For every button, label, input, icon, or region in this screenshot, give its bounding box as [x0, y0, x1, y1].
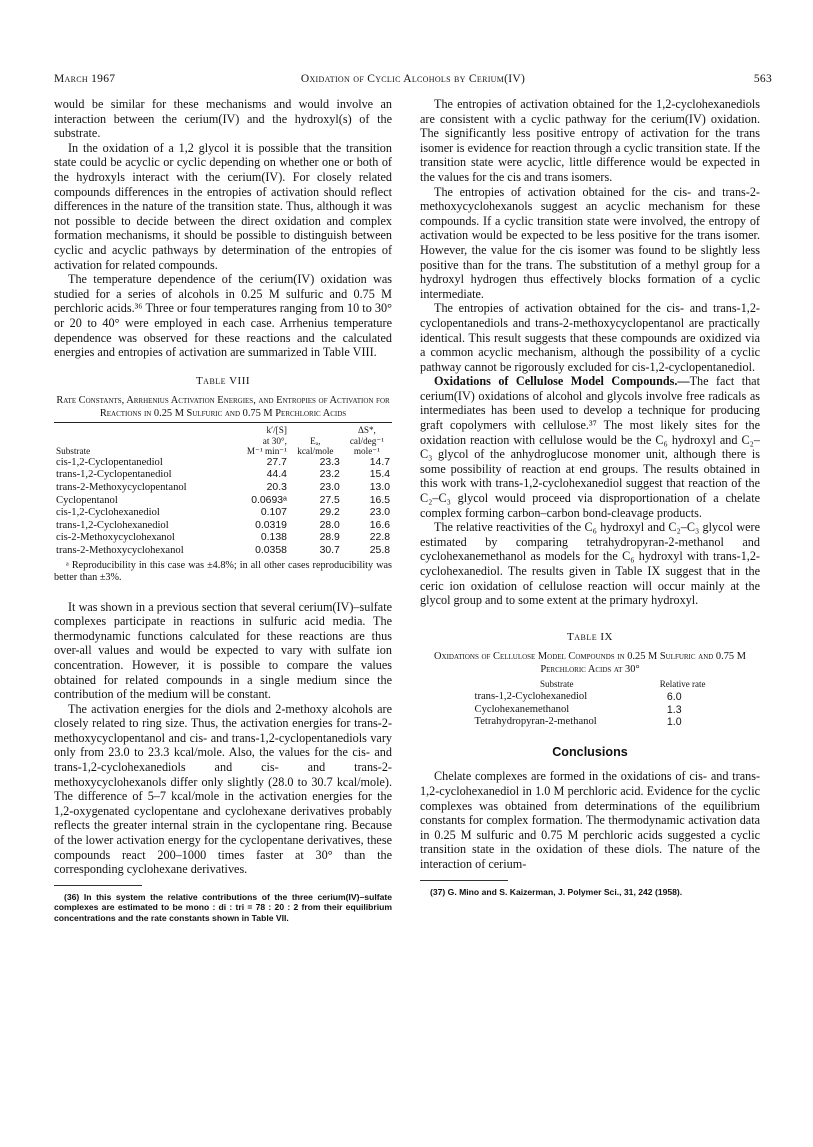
table-row: trans-2-Methoxycyclohexanol 0.0358 30.7 25.8 — [56, 544, 390, 556]
header-date: March 1967 — [54, 73, 116, 85]
table-row: cis-1,2-Cyclohexanediol 0.107 29.2 23.0 — [56, 507, 390, 519]
paragraph: It was shown in a previous section that several cerium(IV)–sulfate complexes participate in reactions in sulfuric acid media. The thermodynamic functions calculated for these reactions are thus over-all values and would be expected to vary with sulfate ion concentration. However, it is possible to compare the values obtained for related compounds in a single medium since the contribution of the medium will be constant. — [54, 599, 392, 702]
column-header: Relative rate — [659, 679, 706, 690]
table-footnote: ᵃ Reproducibility in this case was ±4.8%; in all other cases reproducibility was better than ±3%. — [54, 559, 392, 583]
paragraph: Chelate complexes are formed in the oxidations of cis- and trans-1,2-cyclohexanediol in 1.0 M perchloric acid. Evidence for the cyclic complexes was obtained from determinations of the equilibrium constants for complex formation. The thermodynamic activation data in 0.25 M sulfuric and 0.75 M perchloric acids suggested a cyclic transition state in the oxidation of these diols. The nature of the interaction of cerium- — [420, 769, 760, 871]
paragraph: The entropies of activation obtained for the 1,2-cyclohexanediols are consistent with a cyclic pathway for the cerium(IV) oxidation. The significantly less positive entropy of activation for the trans isomer is evidence for reaction through a cyclic transition state. If the transition state were acyclic, little difference would be expected in the values for the cis and trans isomers. — [420, 97, 760, 184]
section-heading: Conclusions — [552, 744, 628, 759]
table-row: trans-1,2-Cyclohexanediol 0.0319 28.0 16.6 — [56, 519, 390, 531]
right-column — [420, 97, 760, 897]
column-header: Substrate — [56, 446, 91, 457]
column-header: ΔS*, cal/deg⁻¹ mole⁻¹ — [349, 425, 384, 457]
table-row: trans-1,2-Cyclohexanediol 6.0 — [474, 690, 682, 703]
table-row: cis-2-Methoxycyclohexanol 0.138 28.9 22.8 — [56, 532, 390, 544]
paragraph: The relative reactivities of the C₆ hydroxyl and C₂–C₃ glycol were estimated by comparing tetrahydropyran-2-methanol and cyclohexanemethanol as models for the C₆ hydroxyl with trans-1,2-cyclohexanediol. The results given in Table IX suggest that in the ceric ion oxidation of cellulose reaction will occur mainly at the glycol group and to some extent at the primary hydroxyl. — [420, 520, 760, 608]
paragraph: The temperature dependence of the cerium(IV) oxidation was studied for a series of alcohols in 0.25 M sulfuric and 0.75 M perchloric acids.³⁶ Three or four temperatures ranging from 10 to 30° or 20 to 40° were employed in each case. Arrhenius temperature dependence was observed for these reactions and the calculated energies and entropies of activation are summarized in Table VIII. — [54, 272, 392, 360]
page-number: 563 — [753, 73, 772, 85]
footnote: (37) G. Mino and S. Kaizerman, J. Polymer Sci., 31, 242 (1958). — [430, 886, 683, 897]
table-caption: Table IX — [567, 630, 613, 643]
paragraph: The entropies of activation obtained for the cis- and trans-1,2-cyclopentanediols and trans-2-methoxycyclopentanol are practically identical. This result suggests that these compounds are oxidized via a common acyclic mechanism, although the possibility of a cyclic pathway cannot be rigorously excluded for cis-1,2-cyclopentanediol. — [420, 301, 760, 374]
data-table — [473, 678, 708, 728]
left-column — [54, 97, 392, 924]
paragraph: The activation energies for the diols and 2-methoxy alcohols are closely related to ring size. Thus, the activation energies for trans-2-methoxycyclopentanol and cis- and trans-1,2-cyclopentanediols vary only from 23.0 to 23.3 kcal/mole. Also, the values for the cis- and trans-1,2-cyclohexanediols and cis- and trans-2-methoxycyclohexanols differ only slightly (28.0 to 30.7 kcal/mole). The difference of 5–7 kcal/mole in the activation energies for the 1,2-oxygenated cyclopentane and cyclohexane derivatives probably reflects the greater internal strain in the cyclopentane ring. Because of the lower activation energy for the cyclopentane derivatives, these compounds react 200–1000 times faster at 30° than the corresponding cyclohexane derivatives. — [54, 701, 392, 877]
table-title: Rate Constants, Arrhenius Activation Energies, and Entropies of Activation for Reactions in 0.25 M Sulfuric and 0.75 M Perchloric Acids — [56, 395, 390, 420]
paragraph: The entropies of activation obtained for the cis- and trans-2-methoxycyclohexanols suggest an acyclic mechanism for these compounds. If a cyclic transition state were involved, the entropy of activation would be expected to be less positive for the trans isomer. However, the value for the cis isomer was found to be slightly less positive than for the trans. The substitution of a methyl group for a hydroxyl hydrogen thus effectively blocks formation of a cyclic intermediate. — [420, 184, 760, 301]
paragraph: Oxidations of Cellulose Model Compounds.—The fact that cerium(IV) oxidations of alcohol and glycols involve free radicals as intermediates has been used to develop a technique for producing graft copolymers with cellulose.³⁷ The most likely sites for the oxidation reaction with cellulose would be the C₆ hydroxyl and C₂–C₃ glycol of the anhydroglucose monomer unit, although there is some possibility of reaction at end groups. The results obtained in this work with trans-1,2-cyclohexanediol suggest that reaction of the C₂–C₃ glycol would proceed via disproportionation of a chelate complex forming carbon–carbon bond-cleavage products. — [420, 374, 760, 520]
paragraph: In the oxidation of a 1,2 glycol it is possible that the transition state could be acyclic or cyclic depending on whether one or both of the hydroxyls interact with the cerium(IV). For closely related compounds differences in the entropies of activation should reflect differences in the nature of the transition state. Thus, although it was not possible to decide between the direct oxidation and complex formation mechanisms, it should be possible to distinguish between cyclic and acyclic pathways by determination of the entropies of activation for related compounds. — [54, 140, 392, 272]
footnote: (36) In this system the relative contributions of the three cerium(IV)–sulfate complexes are estimated to be mono : di : tri = 78 : 20 : 2 from their equilibrium concentrations and the rate constants shown in Table VII. — [54, 891, 392, 923]
table-caption: Table VIII — [195, 374, 251, 387]
section-run-in-heading: Oxidations of Cellulose Model Compounds.— — [434, 374, 690, 389]
table-row: Cyclohexanemethanol 1.3 — [474, 703, 682, 716]
footnote-rule — [420, 880, 508, 881]
header-title: Oxidation of Cyclic Alcohols by Cerium(IV) — [300, 73, 526, 85]
table-rule — [54, 422, 392, 423]
footnote-rule — [54, 885, 142, 886]
column-header: Substrate — [540, 679, 574, 690]
running-header — [54, 73, 772, 89]
column-header: k′/[S] at 30°, M⁻¹ min⁻¹ — [246, 425, 287, 457]
table-title: Oxidations of Cellulose Model Compounds in 0.25 M Sulfuric and 0.75 M Perchloric Acids at 30° — [434, 651, 746, 676]
table-row: Cyclopentanol 0.0693ᵃ 27.5 16.5 — [56, 494, 390, 506]
table-row: cis-1,2-Cyclopentanediol 27.7 23.3 14.7 — [56, 456, 390, 468]
paragraph: would be similar for these mechanisms and would involve an interaction between the cerium(IV) and the hydroxyl(s) of the substrate. — [54, 97, 392, 141]
column-header: Eₐ, kcal/mole — [297, 435, 334, 457]
table-row: trans-1,2-Cyclopentanediol 44.4 23.2 15.4 — [56, 469, 390, 481]
table-row: trans-2-Methoxycyclopentanol 20.3 23.0 13.0 — [56, 481, 390, 493]
table-row: Tetrahydropyran-2-methanol 1.0 — [474, 716, 682, 729]
data-table — [54, 425, 392, 557]
